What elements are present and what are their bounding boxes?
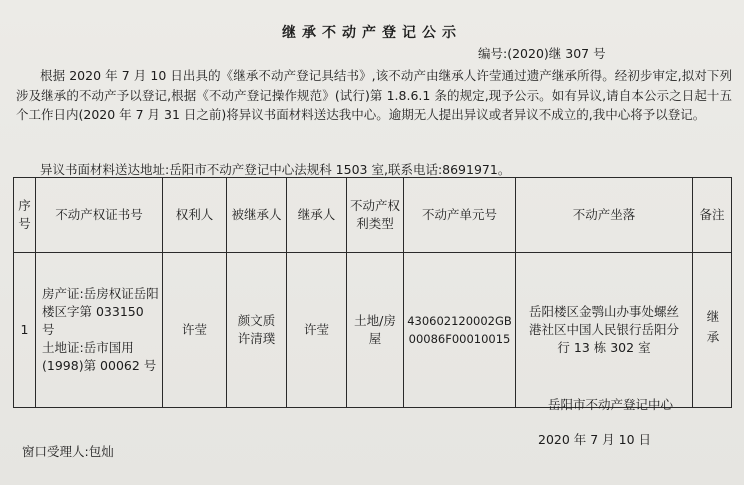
cell-heir: 许莹 bbox=[287, 253, 347, 408]
objection-address: 异议书面材料送达地址:岳阳市不动产登记中心法规科 1503 室,联系电话:8691971。 bbox=[40, 162, 511, 177]
cell-note: 继承 bbox=[693, 253, 732, 408]
land-cert-no: 土地证:岳市国用(1998)第 00062 号 bbox=[42, 340, 157, 373]
cell-location: 岳阳楼区金鹗山办事处螺丝港社区中国人民银行岳阳分行 13 栋 302 室 bbox=[516, 253, 693, 408]
header-decedent: 被继承人 bbox=[227, 178, 287, 253]
header-note: 备注 bbox=[693, 178, 732, 253]
header-owner: 权利人 bbox=[163, 178, 227, 253]
header-seq: 序号 bbox=[14, 178, 36, 253]
header-location: 不动产坐落 bbox=[516, 178, 693, 253]
header-heir: 继承人 bbox=[287, 178, 347, 253]
window-clerk: 窗口受理人:包灿 bbox=[22, 444, 114, 459]
issue-date: 2020 年 7 月 10 日 bbox=[538, 432, 652, 447]
cell-cert bbox=[36, 253, 163, 408]
notice-title: 继承不动产登记公示 bbox=[282, 25, 462, 41]
notice-body: 根据 2020 年 7 月 10 日出具的《继承不动产登记具结书》,该不动产由继承人许莹通过遗产继承所得。经初步审定,拟对下列涉及继承的不动产予以登记,根据《不动产登记操作规范》(试行)第 1.8.6.1 条的规定,现予公示。如有异议,请自本公示之日起十五个工作日内(2020 年 7 月 31 日之前)将异议书面材料送达我中心。逾期无人提出异议或者异议不成立的,我中心将予以登记。 bbox=[16, 68, 732, 122]
registration-table bbox=[13, 177, 732, 408]
header-unit-no: 不动产单元号 bbox=[404, 178, 516, 253]
issuing-center: 岳阳市不动产登记中心 bbox=[548, 397, 674, 412]
table-row bbox=[14, 253, 732, 408]
house-cert-no: 房产证:岳房权证岳阳楼区字第 033150 号 bbox=[42, 286, 159, 337]
cell-decedent: 颜文质 许清璞 bbox=[227, 253, 287, 408]
cell-right-type: 土地/房屋 bbox=[347, 253, 404, 408]
document-number: 编号:(2020)继 307 号 bbox=[478, 46, 606, 61]
cell-seq: 1 bbox=[14, 253, 36, 408]
header-cert: 不动产权证书号 bbox=[36, 178, 163, 253]
table-header-row bbox=[14, 178, 732, 253]
header-right-type: 不动产权利类型 bbox=[347, 178, 404, 253]
cell-owner: 许莹 bbox=[163, 253, 227, 408]
cell-unit-no: 430602120002GB00086F00010015 bbox=[404, 253, 516, 408]
